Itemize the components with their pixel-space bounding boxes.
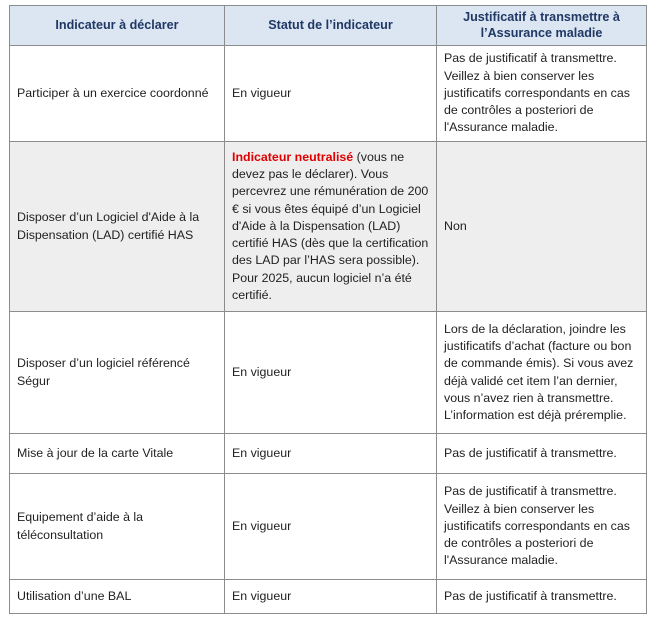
row-2-indicator: Disposer d’un Logiciel d'Aide à la Dispensation (LAD) certifié HAS: [10, 142, 225, 312]
row-4-indicator: Mise à jour de la carte Vitale: [10, 434, 225, 474]
row-6-indicator: Utilisation d’une BAL: [10, 580, 225, 614]
table-header: [10, 6, 647, 46]
row-3-status: En vigueur: [225, 312, 437, 434]
row-3-indicator: Disposer d’un logiciel référencé Ségur: [10, 312, 225, 434]
row-1-status: En vigueur: [225, 46, 437, 142]
row-5-justification: Pas de justificatif à transmettre. Veillez à bien conserver les justificatifs correspondants en cas de contrôles a posteriori de l'Assurance maladie.: [437, 474, 647, 580]
header-status: Statut de l’indicateur: [225, 6, 437, 46]
header-row: [10, 6, 647, 46]
table-row: [10, 46, 647, 142]
row-6-status: En vigueur: [225, 580, 437, 614]
table-row: [10, 142, 647, 312]
row-6-justification: Pas de justificatif à transmettre.: [437, 580, 647, 614]
status-neutralized-detail: (vous ne devez pas le déclarer). Vous percevrez une rémunération de 200 € si vous êtes équipé d’un Logiciel d'Aide à la Dispensation (LAD) certifié HAS (dès que la certification des LAD par l’HAS sera possible). Pour 2025, aucun logiciel n’a été certifié.: [232, 149, 429, 303]
header-indicator: Indicateur à déclarer: [10, 6, 225, 46]
row-5-status: En vigueur: [225, 474, 437, 580]
indicators-table: [9, 5, 647, 614]
row-5-indicator: Equipement d’aide à la téléconsultation: [10, 474, 225, 580]
row-4-status: En vigueur: [225, 434, 437, 474]
table-row: [10, 312, 647, 434]
row-1-justification: Pas de justificatif à transmettre. Veillez à bien conserver les justificatifs correspondants en cas de contrôles a posteriori de l'Assurance maladie.: [437, 46, 647, 142]
row-4-justification: Pas de justificatif à transmettre.: [437, 434, 647, 474]
row-3-justification: Lors de la déclaration, joindre les justificatifs d’achat (facture ou bon de commande émis). Si vous avez déjà validé cet item l’an dernier, vous n’avez rien à transmettre. L’information est déjà préremplie.: [437, 312, 647, 434]
table-row: [10, 434, 647, 474]
table-row: [10, 580, 647, 614]
table-row: [10, 474, 647, 580]
row-1-indicator: Participer à un exercice coordonné: [10, 46, 225, 142]
status-neutralized-label: Indicateur neutralisé: [232, 149, 354, 164]
header-justification: Justificatif à transmettre à l’Assurance maladie: [437, 6, 647, 46]
row-2-justification: Non: [437, 142, 647, 312]
row-2-status: [225, 142, 437, 312]
